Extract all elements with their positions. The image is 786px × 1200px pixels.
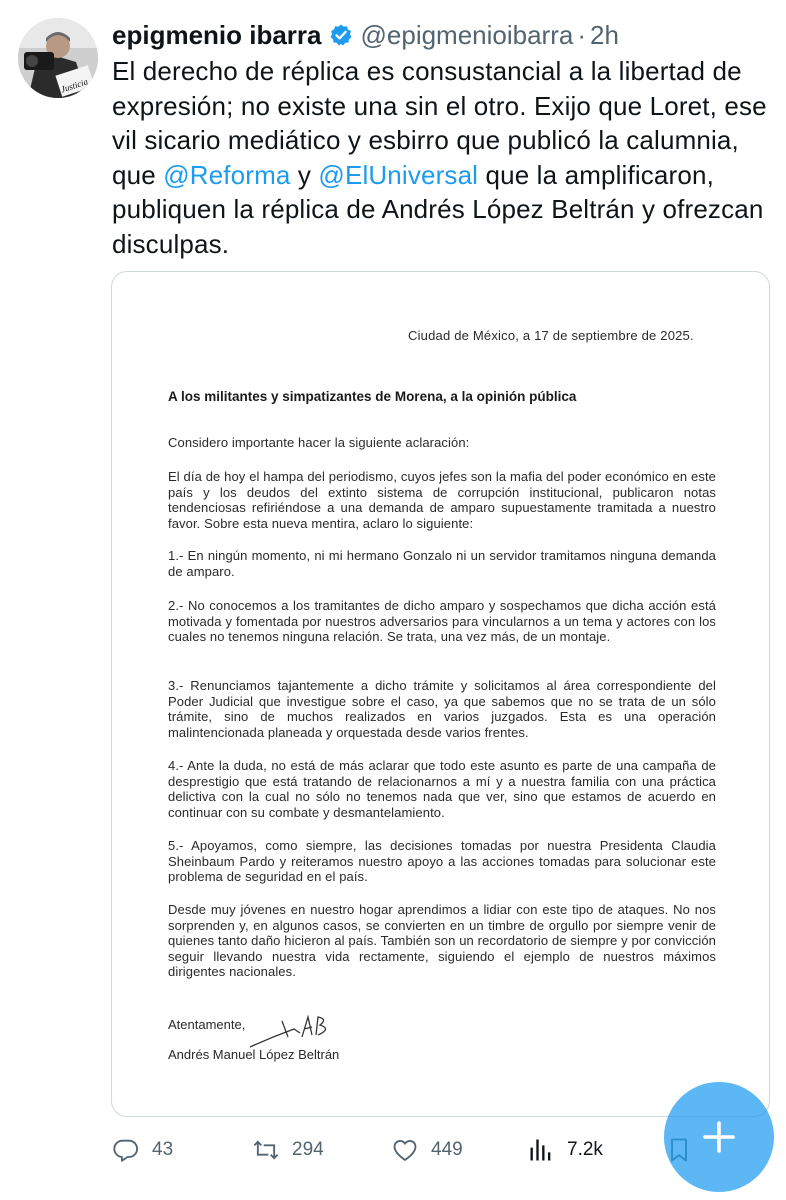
retweet-button[interactable] [252, 1130, 324, 1170]
plus-icon [699, 1117, 739, 1157]
tweet-actions [112, 1130, 712, 1170]
document-paragraph: 4.- Ante la duda, no está de más aclarar que todo este asunto es parte de una campaña de desprestigio que está tratando de relacionarnos a mí y a nuestra familia con una práctica delictiva con la cual no sólo no tenemos nada que ver, sino que estamos de acuerdo en continuar con su combate y desmantelamiento. [168, 758, 716, 820]
views-chart-icon [527, 1136, 555, 1164]
tweet-text [112, 54, 772, 261]
document-paragraph: 5.- Apoyamos, como siempre, las decisiones tomadas por nuestra Presidenta Claudia Sheinbaum Pardo y reiteramos nuestro apoyo a las acciones tomadas para solucionar este problema de seguridad en el país. [168, 838, 716, 885]
document-date: Ciudad de México, a 17 de septiembre de 2025. [408, 328, 694, 343]
document-letter [112, 272, 770, 1117]
tweet-text-part-2: y [290, 159, 319, 190]
document-paragraph: 3.- Renunciamos tajantemente a dicho trámite y solicitamos al área correspondiente del Poder Judicial que investigue sobre el caso, ya que sabemos que no se trata de un sólo trámite, sino de muchos realizados en varios juzgados. Esta es una operación malintencionada planeada y orquestada desde varios frentes. [168, 678, 716, 740]
views-count: 7.2k [567, 1139, 603, 1160]
like-button[interactable] [391, 1130, 463, 1170]
document-closing: Atentamente, [168, 1017, 246, 1032]
avatar-sign-text: Justicia [59, 76, 90, 95]
tweet-timestamp[interactable]: 2h [590, 19, 619, 50]
like-count: 449 [431, 1139, 463, 1160]
compose-tweet-button[interactable] [664, 1082, 774, 1192]
header-separator: · [577, 19, 587, 50]
document-greeting: A los militantes y simpatizantes de Morena, a la opinión pública [168, 389, 577, 404]
document-paragraph: 2.- No conocemos a los tramitantes de dicho amparo y sospechamos que dicha acción está motivada y fomentada por nuestros adversarios para vincularnos a un tema y actores con los cuales no tenemos ninguna relación. Se trata, una vez más, de un montaje. [168, 598, 716, 645]
document-paragraph: Considero importante hacer la siguiente aclaración: [168, 435, 470, 450]
views-button[interactable] [527, 1130, 603, 1170]
reply-count: 43 [152, 1139, 174, 1160]
avatar[interactable] [18, 18, 98, 98]
document-paragraph: 1.- En ningún momento, ni mi hermano Gonzalo ni un servidor tramitamos ninguna demanda de amparo. [168, 548, 716, 579]
retweet-icon [252, 1136, 280, 1164]
heart-icon [391, 1136, 419, 1164]
document-signature-name: Andrés Manuel López Beltrán [168, 1047, 340, 1062]
avatar-photo [18, 18, 98, 98]
mention-eluniversal[interactable]: @ElUniversal [318, 159, 479, 190]
tweet-text-part-1: El derecho de réplica es consustancial a la libertad de expresión; no existe una sin el otro. Exijo que Loret, ese vil sicario mediático y esbirro que publicó la calumnia, que [112, 56, 767, 190]
author-name[interactable]: epigmenio ibarra [112, 19, 322, 50]
tweet-text-part-3: que la amplificaron, publiquen la réplica de Andrés López Beltrán y ofrezcan disculpas. [112, 159, 764, 259]
tweet-header [112, 18, 619, 52]
verified-badge-icon [329, 23, 353, 47]
author-handle[interactable]: @epigmenioibarra [360, 19, 574, 50]
document-paragraph: El día de hoy el hampa del periodismo, cuyos jefes son la mafia del poder económico en este país y los deudos del extinto sistema de corrupción institucional, publicaron notas tendenciosas refiriéndose a una demanda de amparo supuestamente tramitada a nuestro favor. Sobre esta nueva mentira, aclaro lo siguiente: [168, 469, 716, 531]
handwritten-signature [242, 1007, 352, 1052]
reply-icon [112, 1136, 140, 1164]
document-paragraph: Desde muy jóvenes en nuestro hogar aprendimos a lidiar con este tipo de ataques. No nos sorprenden y, en algunos casos, se convierten en un timbre de orgullo por siempre venir de quienes tanto daño hicieron al país. También son un recordatorio de siempre y por convicción seguir llevando nuestra vida rectamente, siguiendo el ejemplo de nuestros máximos dirigentes nacionales. [168, 902, 716, 980]
attached-image[interactable] [111, 271, 770, 1117]
reply-button[interactable] [112, 1130, 173, 1170]
retweet-count: 294 [292, 1139, 324, 1160]
mention-reforma[interactable]: @Reforma [163, 159, 291, 190]
